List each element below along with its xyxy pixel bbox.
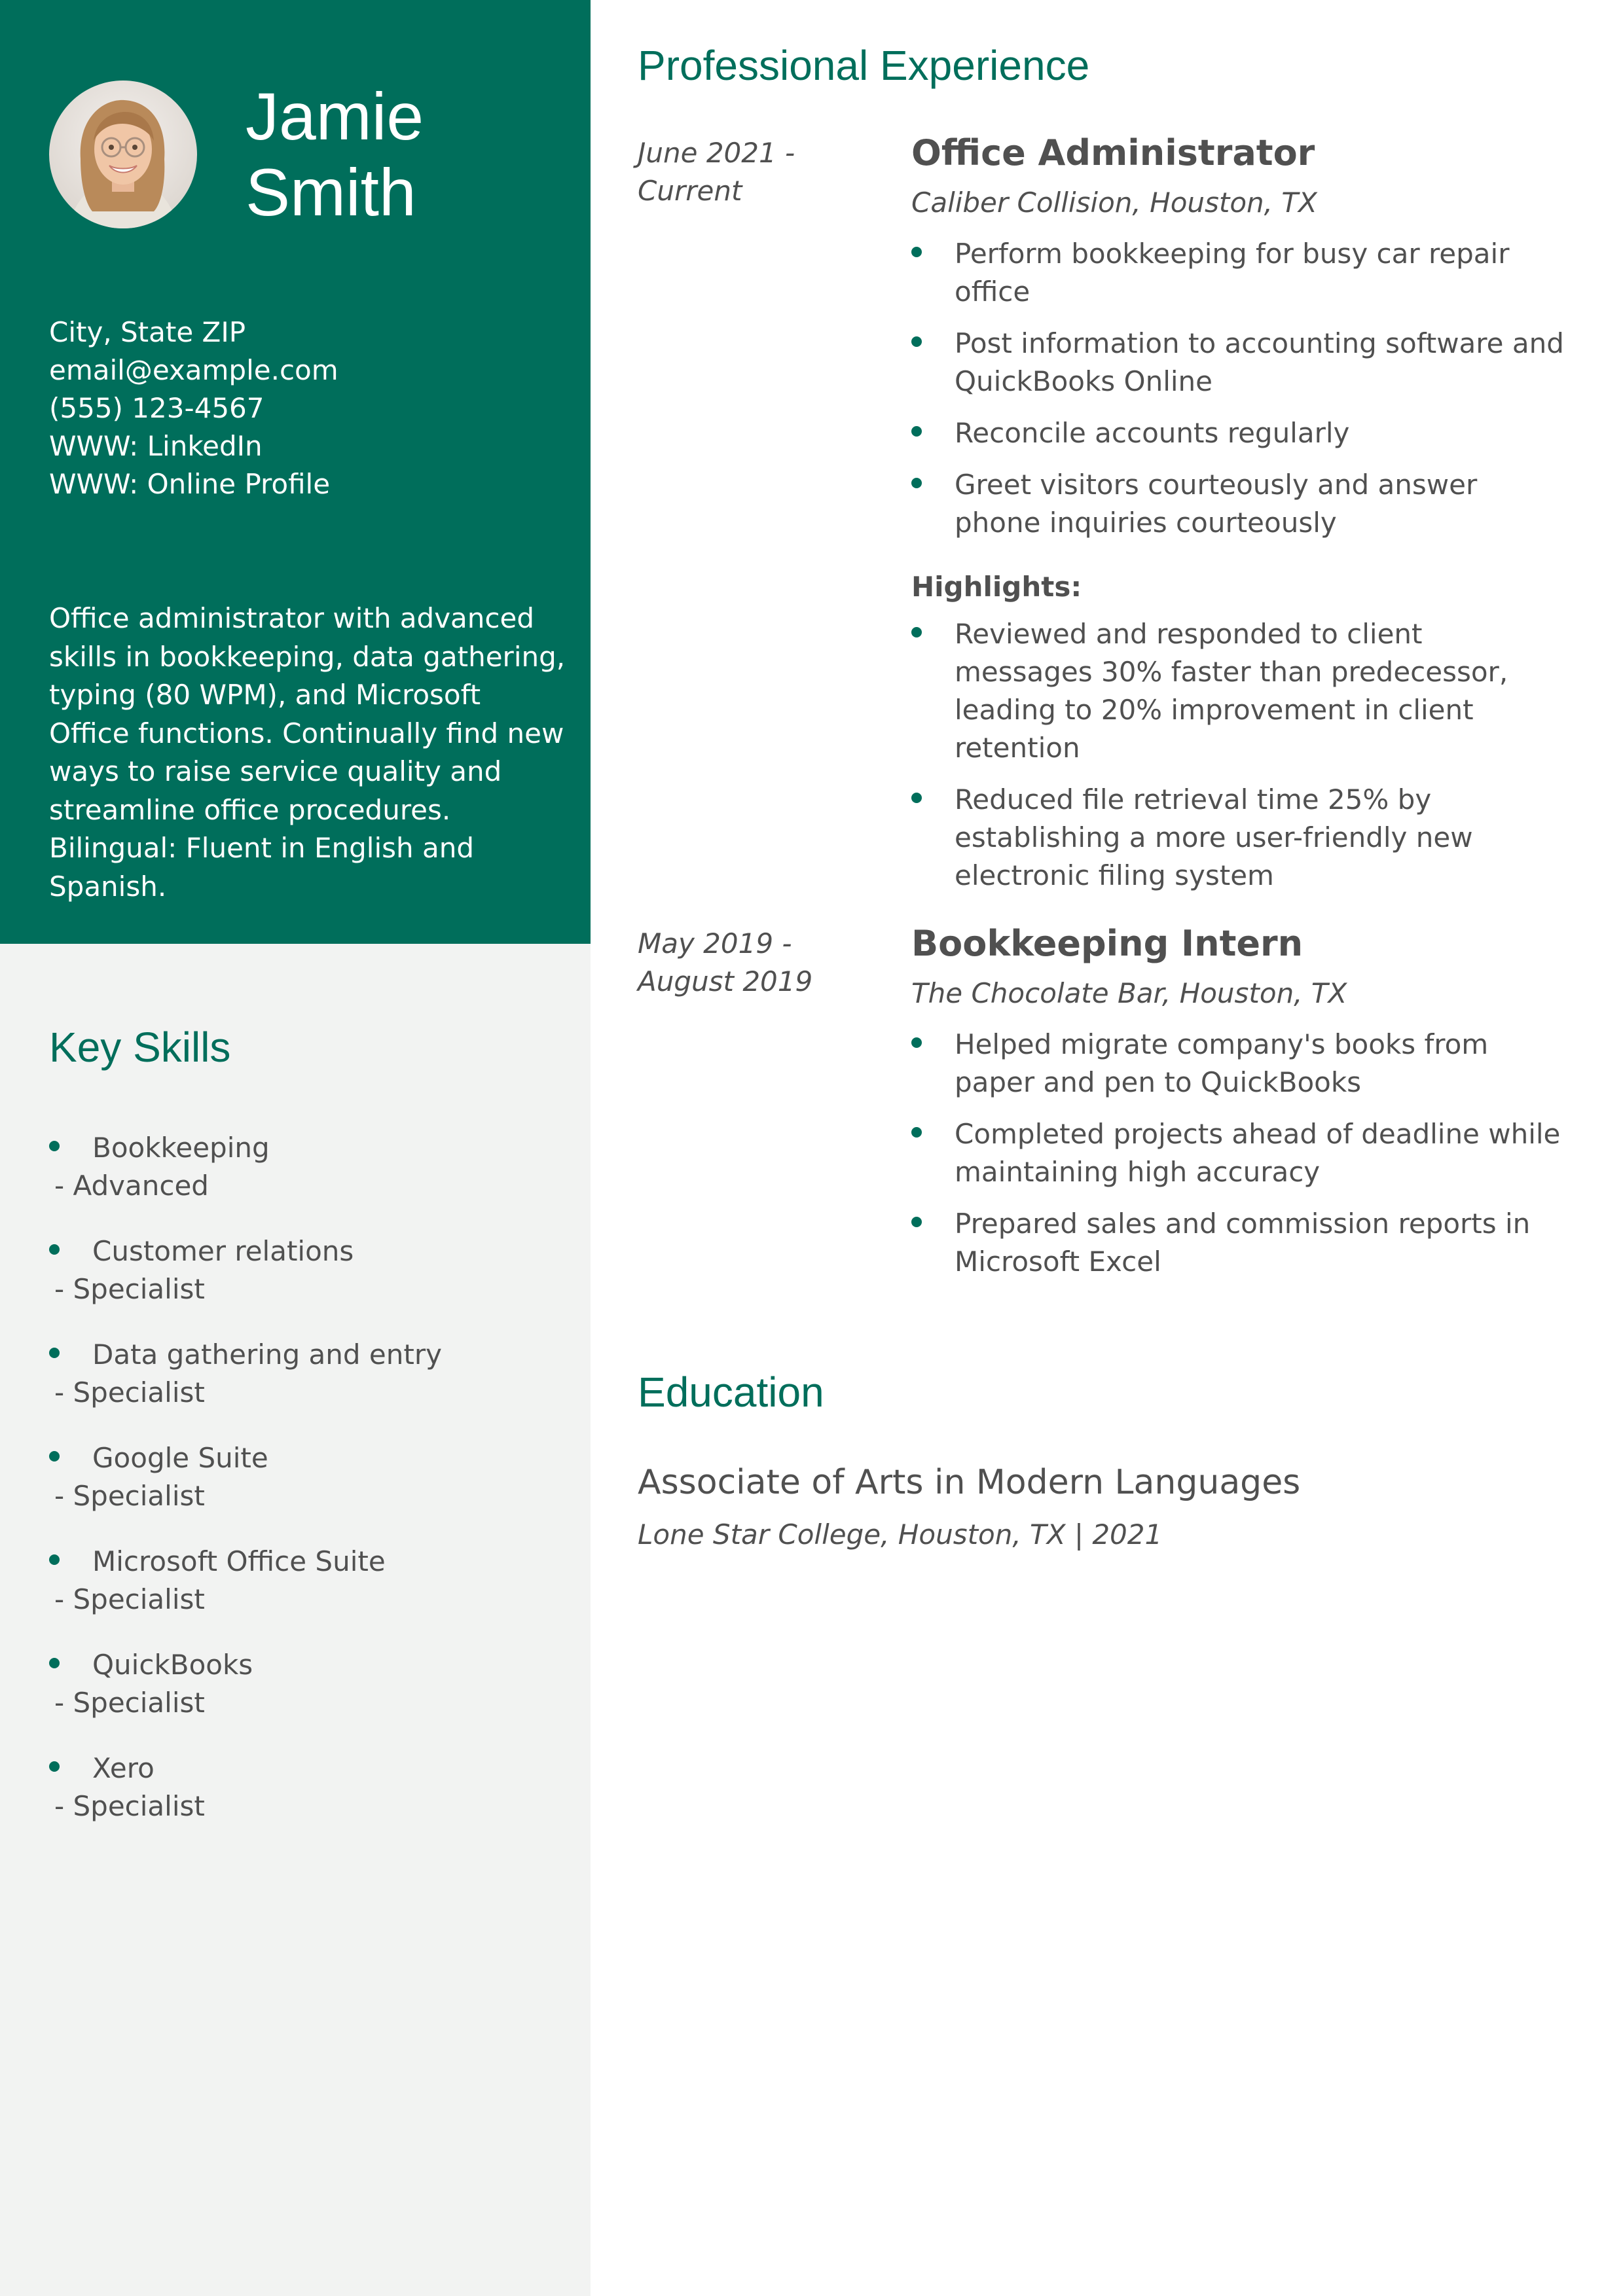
skill-name: Google Suite xyxy=(49,1439,566,1477)
contact-website[interactable]: WWW: Online Profile xyxy=(49,468,331,500)
job-duties xyxy=(911,235,1566,542)
highlights-label: Highlights: xyxy=(911,571,1082,603)
list-item: Reconcile accounts regularly xyxy=(911,414,1566,452)
job-title: Office Administrator xyxy=(911,132,1315,173)
job-date-end: August 2019 xyxy=(638,965,813,997)
list-item: Completed projects ahead of deadline while maintaining high accuracy xyxy=(911,1115,1566,1191)
skill-name: Customer relations xyxy=(49,1232,566,1270)
skill-level: - Specialist xyxy=(54,1687,205,1719)
contact-info xyxy=(49,314,338,503)
education-heading: Education xyxy=(638,1369,824,1416)
skill-item xyxy=(49,1129,566,1232)
contact-linkedin[interactable]: WWW: LinkedIn xyxy=(49,430,263,462)
job-date-start: June 2021 - xyxy=(638,137,795,169)
job-date-start: May 2019 - xyxy=(638,927,792,960)
list-item: Reduced file retrieval time 25% by establishing a more user-friendly new electronic filing system xyxy=(911,781,1566,895)
job-duties xyxy=(911,1026,1566,1281)
skill-level: - Specialist xyxy=(54,1480,205,1512)
job-date-end: Current xyxy=(638,175,742,207)
skill-level: - Specialist xyxy=(54,1376,205,1408)
job-title: Bookkeeping Intern xyxy=(911,923,1304,964)
job-date xyxy=(638,925,886,1001)
list-item: Prepared sales and commission reports in Microsoft Excel xyxy=(911,1205,1566,1281)
sidebar-header xyxy=(0,0,591,944)
job-highlights xyxy=(911,615,1566,895)
skill-name: Data gathering and entry xyxy=(49,1336,566,1374)
job-details xyxy=(911,134,1566,908)
skill-item xyxy=(49,1543,566,1646)
skill-level: - Specialist xyxy=(54,1583,205,1615)
contact-phone: (555) 123-4567 xyxy=(49,392,264,424)
last-name: Smith xyxy=(246,155,416,230)
skills-heading: Key Skills xyxy=(49,1024,231,1071)
skill-name: QuickBooks xyxy=(49,1646,566,1684)
contact-email[interactable]: email@example.com xyxy=(49,354,338,386)
sidebar xyxy=(0,0,591,2296)
list-item: Post information to accounting software and QuickBooks Online xyxy=(911,325,1566,401)
skill-item xyxy=(49,1749,566,1853)
skill-item xyxy=(49,1232,566,1336)
profile-summary: Office administrator with advanced skills in bookkeeping, data gathering, typing (80 WPM), and Microsoft Office functions. Continually find new ways to raise service quality and streamline office procedures. Bilingual: Fluent in English and Spanish. xyxy=(49,602,566,903)
skill-level: - Specialist xyxy=(54,1273,205,1305)
list-item: Helped migrate company's books from paper and pen to QuickBooks xyxy=(911,1026,1566,1102)
job-company: Caliber Collision, Houston, TX xyxy=(911,187,1317,219)
job-details xyxy=(911,925,1566,1295)
first-name: Jamie xyxy=(246,79,424,154)
avatar xyxy=(49,81,197,228)
skill-level: - Specialist xyxy=(54,1790,205,1822)
candidate-name xyxy=(246,79,424,230)
job-company: The Chocolate Bar, Houston, TX xyxy=(911,977,1347,1009)
skill-name: Xero xyxy=(49,1749,566,1787)
list-item: Greet visitors courteously and answer phone inquiries courteously xyxy=(911,466,1566,542)
skill-item xyxy=(49,1439,566,1543)
skill-name: Bookkeeping xyxy=(49,1129,566,1167)
education-degree: Associate of Arts in Modern Languages xyxy=(638,1463,1301,1502)
list-item: Perform bookkeeping for busy car repair office xyxy=(911,235,1566,311)
avatar-photo xyxy=(49,81,197,228)
list-item: Reviewed and responded to client messages 30% faster than predecessor, leading to 20% improvement in client retention xyxy=(911,615,1566,767)
education-school: Lone Star College, Houston, TX | 2021 xyxy=(638,1518,1163,1551)
skills-list xyxy=(49,1129,566,1853)
skill-name: Microsoft Office Suite xyxy=(49,1543,566,1581)
skill-level: - Advanced xyxy=(54,1170,209,1202)
skill-item xyxy=(49,1646,566,1749)
contact-address: City, State ZIP xyxy=(49,316,246,348)
skill-item xyxy=(49,1336,566,1439)
experience-heading: Professional Experience xyxy=(638,42,1090,89)
job-date xyxy=(638,134,886,210)
